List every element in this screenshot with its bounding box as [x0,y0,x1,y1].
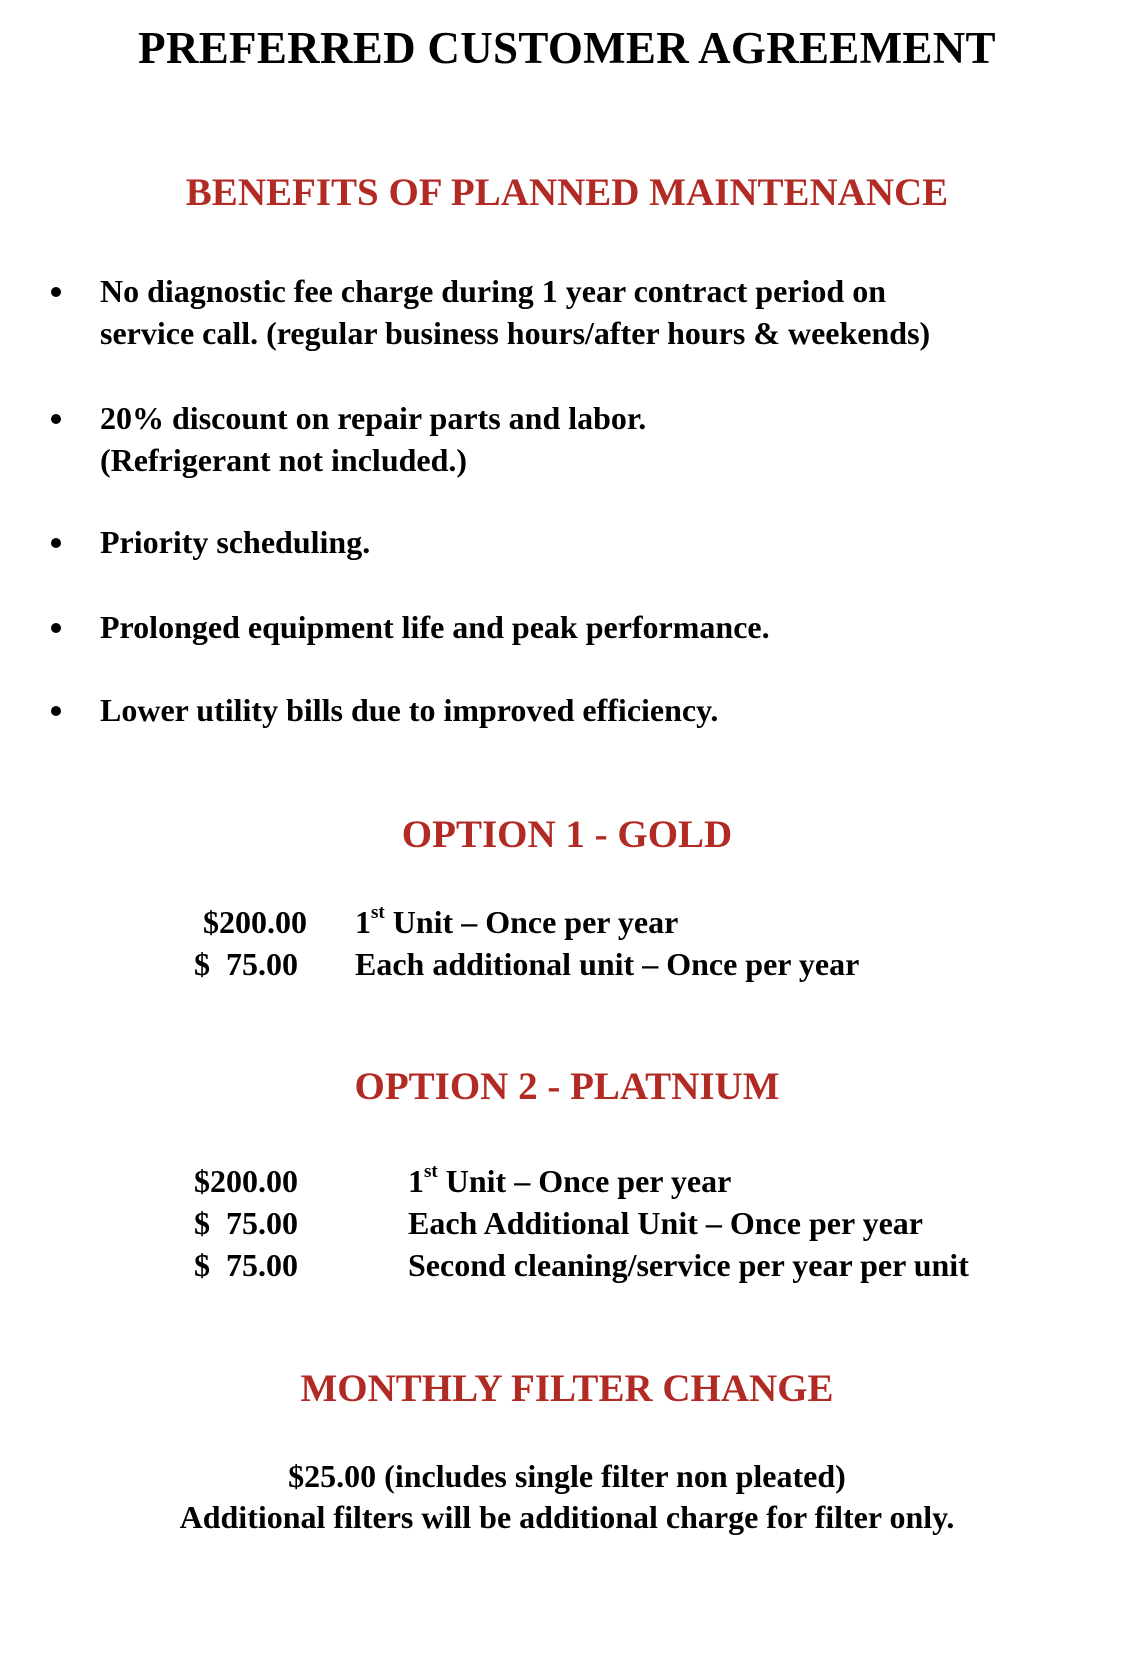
option1-price-2: $ 75.00 [194,946,298,982]
bullet-icon [51,287,61,297]
benefit-item-3: Priority scheduling. [100,524,371,560]
ordinal-number: 1 [408,1163,424,1199]
benefits-heading: BENEFITS OF PLANNED MAINTENANCE [185,171,949,214]
document-title: PREFERRED CUSTOMER AGREEMENT [138,23,996,73]
option1-price-1: $200.00 [203,904,307,940]
desc-text: Unit – Once per year [384,904,679,940]
benefit-item-2 [100,397,646,481]
benefit-text: (Refrigerant not included.) [100,442,468,478]
bullet-icon [51,623,61,633]
benefit-text: No diagnostic fee charge during 1 year contract period on [100,273,886,309]
filter-heading: MONTHLY FILTER CHANGE [300,1367,834,1410]
option2-desc-3: Second cleaning/service per year per unit [408,1247,969,1283]
filter-line-2: Additional filters will be additional charge for filter only. [179,1499,955,1535]
benefit-item-5: Lower utility bills due to improved efficiency. [100,692,719,728]
benefit-item-4: Prolonged equipment life and peak performance. [100,609,770,645]
option2-price-1: $200.00 [194,1163,298,1199]
ordinal-suffix: st [371,902,385,923]
benefit-text: 20% discount on repair parts and labor. [100,400,647,436]
option2-price-2: $ 75.00 [194,1205,298,1241]
desc-text: Unit – Once per year [437,1163,732,1199]
ordinal-number: 1 [355,904,371,940]
benefit-item-1 [100,270,930,354]
option2-desc-1 [408,1163,731,1200]
bullet-icon [51,538,61,548]
benefit-text: service call. (regular business hours/after hours & weekends) [100,315,931,351]
option2-heading: OPTION 2 - PLATNIUM [354,1065,780,1108]
option1-heading: OPTION 1 - GOLD [401,813,733,856]
option2-desc-2: Each Additional Unit – Once per year [408,1205,923,1241]
option1-desc-2: Each additional unit – Once per year [355,946,860,982]
option2-price-3: $ 75.00 [194,1247,298,1283]
ordinal-suffix: st [424,1161,438,1182]
option1-desc-1 [355,904,678,941]
bullet-icon [51,706,61,716]
filter-line-1: $25.00 (includes single filter non pleated) [288,1458,846,1494]
bullet-icon [51,414,61,424]
